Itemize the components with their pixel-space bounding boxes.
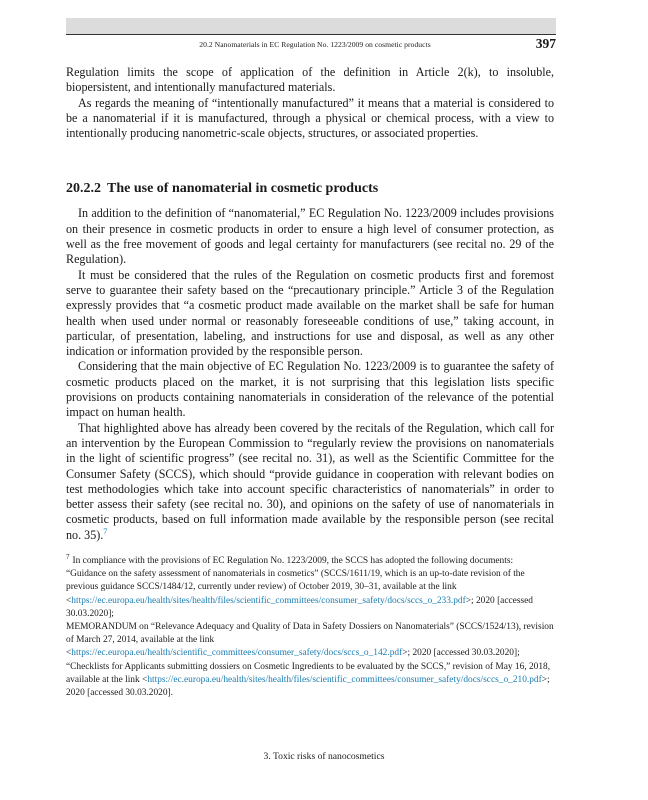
footnote-item: MEMORANDUM on “Relevance Adequacy and Quality of Data in Safety Dossiers on Nanomaterials” (SCCS/1524/13), revision of March 27, 2014, available at the link <https://ec.europa.eu/health/scientific_committees/consumer_safety/docs/sccs_o_142.pdf>; 2020 [accessed 30.03.2020];: [66, 622, 554, 659]
section-heading: [66, 181, 554, 197]
footnote-link[interactable]: https://ec.europa.eu/health/sites/health/files/scientific_committees/consumer_safety/docs/sccs_o_210.pdf: [147, 674, 542, 685]
page-number: 397: [535, 36, 556, 51]
footnote-link[interactable]: https://ec.europa.eu/health/sites/health/files/scientific_committees/consumer_safety/docs/sccs_o_233.pdf: [71, 595, 466, 606]
footnote-link[interactable]: https://ec.europa.eu/health/scientific_committees/consumer_safety/docs/sccs_o_142.pdf: [71, 648, 403, 659]
running-title: 20.2 Nanomaterials in EC Regulation No. 1223/2009 on cosmetic products: [199, 40, 431, 49]
paragraph: In addition to the definition of “nanomaterial,” EC Regulation No. 1223/2009 includes provisions on their presence in cosmetic products in order to ensure a high level of consumer protection, as well as the free movement of goods and legal certainty for manufacturers (see recital no. 29 of the Regulation).: [66, 206, 554, 267]
footnote-item: “Guidance on the safety assessment of nanomaterials in cosmetics” (SCCS/1611/19, which is an up-to-date revision of the previous guidance SCCS/1484/12, currently under review) of October 2019, 30–31, available at the link <https://ec.europa.eu/health/sites/health/files/scientific_committees/consumer_safety/docs/sccs_o_233.pdf>; 2020 [accessed 30.03.2020];: [66, 569, 533, 619]
footnote-intro: $^7$ In compliance with the provisions of EC Regulation No. 1223/2009, the SCCS has adopted the following documents:: [66, 552, 514, 566]
footnote-item: “Checklists for Applicants submitting dossiers on Cosmetic Ingredients to be evaluated by the SCCS,” revision of May 16, 2018, available at the link <https://ec.europa.eu/health/sites/health/files/scientific_committees/consumer_safety/docs/sccs_o_210.pdf>; 2020 [accessed 30.03.2020].: [66, 661, 551, 699]
section-title: The use of nanomaterial in cosmetic products: [107, 181, 379, 197]
paragraph: Considering that the main objective of EC Regulation No. 1223/2009 is to guarantee the safety of cosmetic products placed on the market, it is not surprising that this legislation lists specific provisions on products containing nanomaterials in consideration of the relevance of the potential impact on human health.: [66, 359, 554, 420]
paragraph-with-footnote: [66, 421, 554, 543]
paragraph: As regards the meaning of “intentionally manufactured” it means that a material is considered to be a nanomaterial if it is manufactured, through a physical or chemical process, with a view to intentionally producing nanometric-scale objects, structures, or associated properties.: [66, 95, 554, 141]
footer-part-title: 3. Toxic risks of nanocosmetics: [263, 751, 385, 762]
paragraph: It must be considered that the rules of the Regulation on cosmetic products first and foremost serve to guarantee their safety based on the “precautionary principle.” Article 3 of the Regulation expressly provides that “a cosmetic product made available on the market shall be safe for human health when used under normal or reasonably foreseeable conditions of use,” taking account, in particular, of presentation, labeling, and instructions for use and disposal, as well as any other indication or information provided by the responsible person.: [66, 267, 554, 359]
paragraph-text: That highlighted above has already been covered by the recitals of the Regulation, which call for an intervention by the European Commission to “regularly review the provisions on nanomaterials in the light of scientific progress” (see recital no. 31), as well as the Scientific Committee for the Consumer Safety (SCCS), which should “provide guidance in cooperation with relevant bodies on test methodologies which take into account specific characteristics of nanomaterials” in order to better assess their safety (see recital no. 30), and opinions on the safety of use of nanomaterials in cosmetic products, based on full information made available by the responsible person (see recital no. 35).: [66, 420, 554, 542]
header-band: [66, 18, 556, 34]
footnote-reference[interactable]: 7: [103, 526, 108, 536]
header-rule: [66, 34, 556, 35]
footnote: [66, 552, 554, 700]
section-number: 20.2.2: [66, 181, 101, 197]
main-text: [66, 65, 554, 543]
paragraph: Regulation limits the scope of application of the definition in Article 2(k), to insoluble, biopersistent, and intentionally manufactured materials.: [66, 65, 554, 95]
footnote-number: 7: [66, 552, 70, 561]
